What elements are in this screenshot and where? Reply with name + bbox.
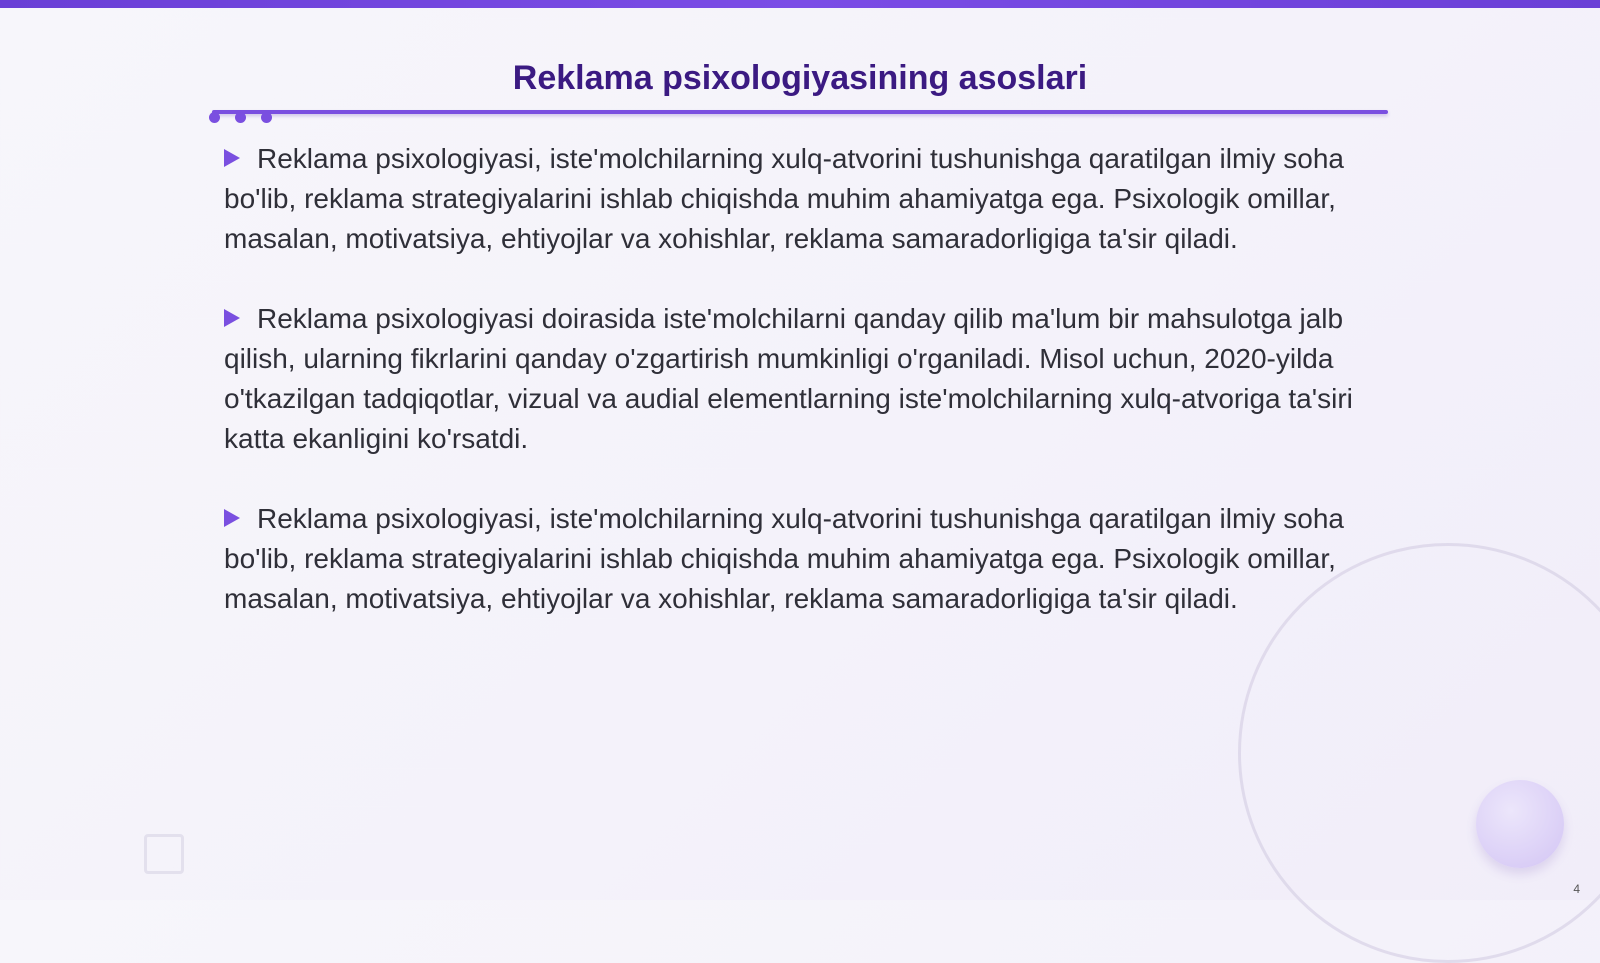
bullet-text: Reklama psixologiyasi doirasida iste'molchilarni qanday qilib ma'lum bir mahsulotga jalb qilish, ularning fikrlarini qanday o'zgartirish mumkinligi o'rganiladi. Misol uchun, 2020-yilda o'tkazilgan tadqiqotlar, vizual va audial elementlarning iste'molchilarning xulq-atvoriga ta'siri katta ekanligini ko'rsatdi. — [224, 303, 1353, 454]
decorative-dot — [261, 112, 272, 123]
decorative-square-outline — [144, 834, 184, 874]
page-number: 4 — [1573, 882, 1580, 896]
decorative-dot — [209, 112, 220, 123]
bullet-item-1 — [224, 139, 1394, 259]
play-triangle-icon — [224, 509, 240, 527]
bullet-text: Reklama psixologiyasi, iste'molchilarning xulq-atvorini tushunishga qaratilgan ilmiy soha bo'lib, reklama strategiyalarini ishlab chiqishda muhim ahamiyatga ega. Psixologik omillar, masalan, motivatsiya, ehtiyojlar va xohishlar, reklama samaradorligiga ta'sir qiladi. — [224, 503, 1344, 614]
title-underline — [212, 110, 1388, 114]
slide-title: Reklama psixologiyasining asoslari — [512, 59, 1088, 97]
play-triangle-icon — [224, 149, 240, 167]
bullet-text: Reklama psixologiyasi, iste'molchilarning xulq-atvorini tushunishga qaratilgan ilmiy soha bo'lib, reklama strategiyalarini ishlab chiqishda muhim ahamiyatga ega. Psixologik omillar, masalan, motivatsiya, ehtiyojlar va xohishlar, reklama samaradorligiga ta'sir qiladi. — [224, 143, 1344, 254]
top-accent-bar — [0, 0, 1600, 8]
bullet-item-2 — [224, 299, 1394, 459]
decorative-sphere — [1476, 780, 1564, 868]
bullet-item-3 — [224, 499, 1394, 619]
play-triangle-icon — [224, 309, 240, 327]
decorative-dot — [235, 112, 246, 123]
bullet-list — [224, 139, 1394, 659]
